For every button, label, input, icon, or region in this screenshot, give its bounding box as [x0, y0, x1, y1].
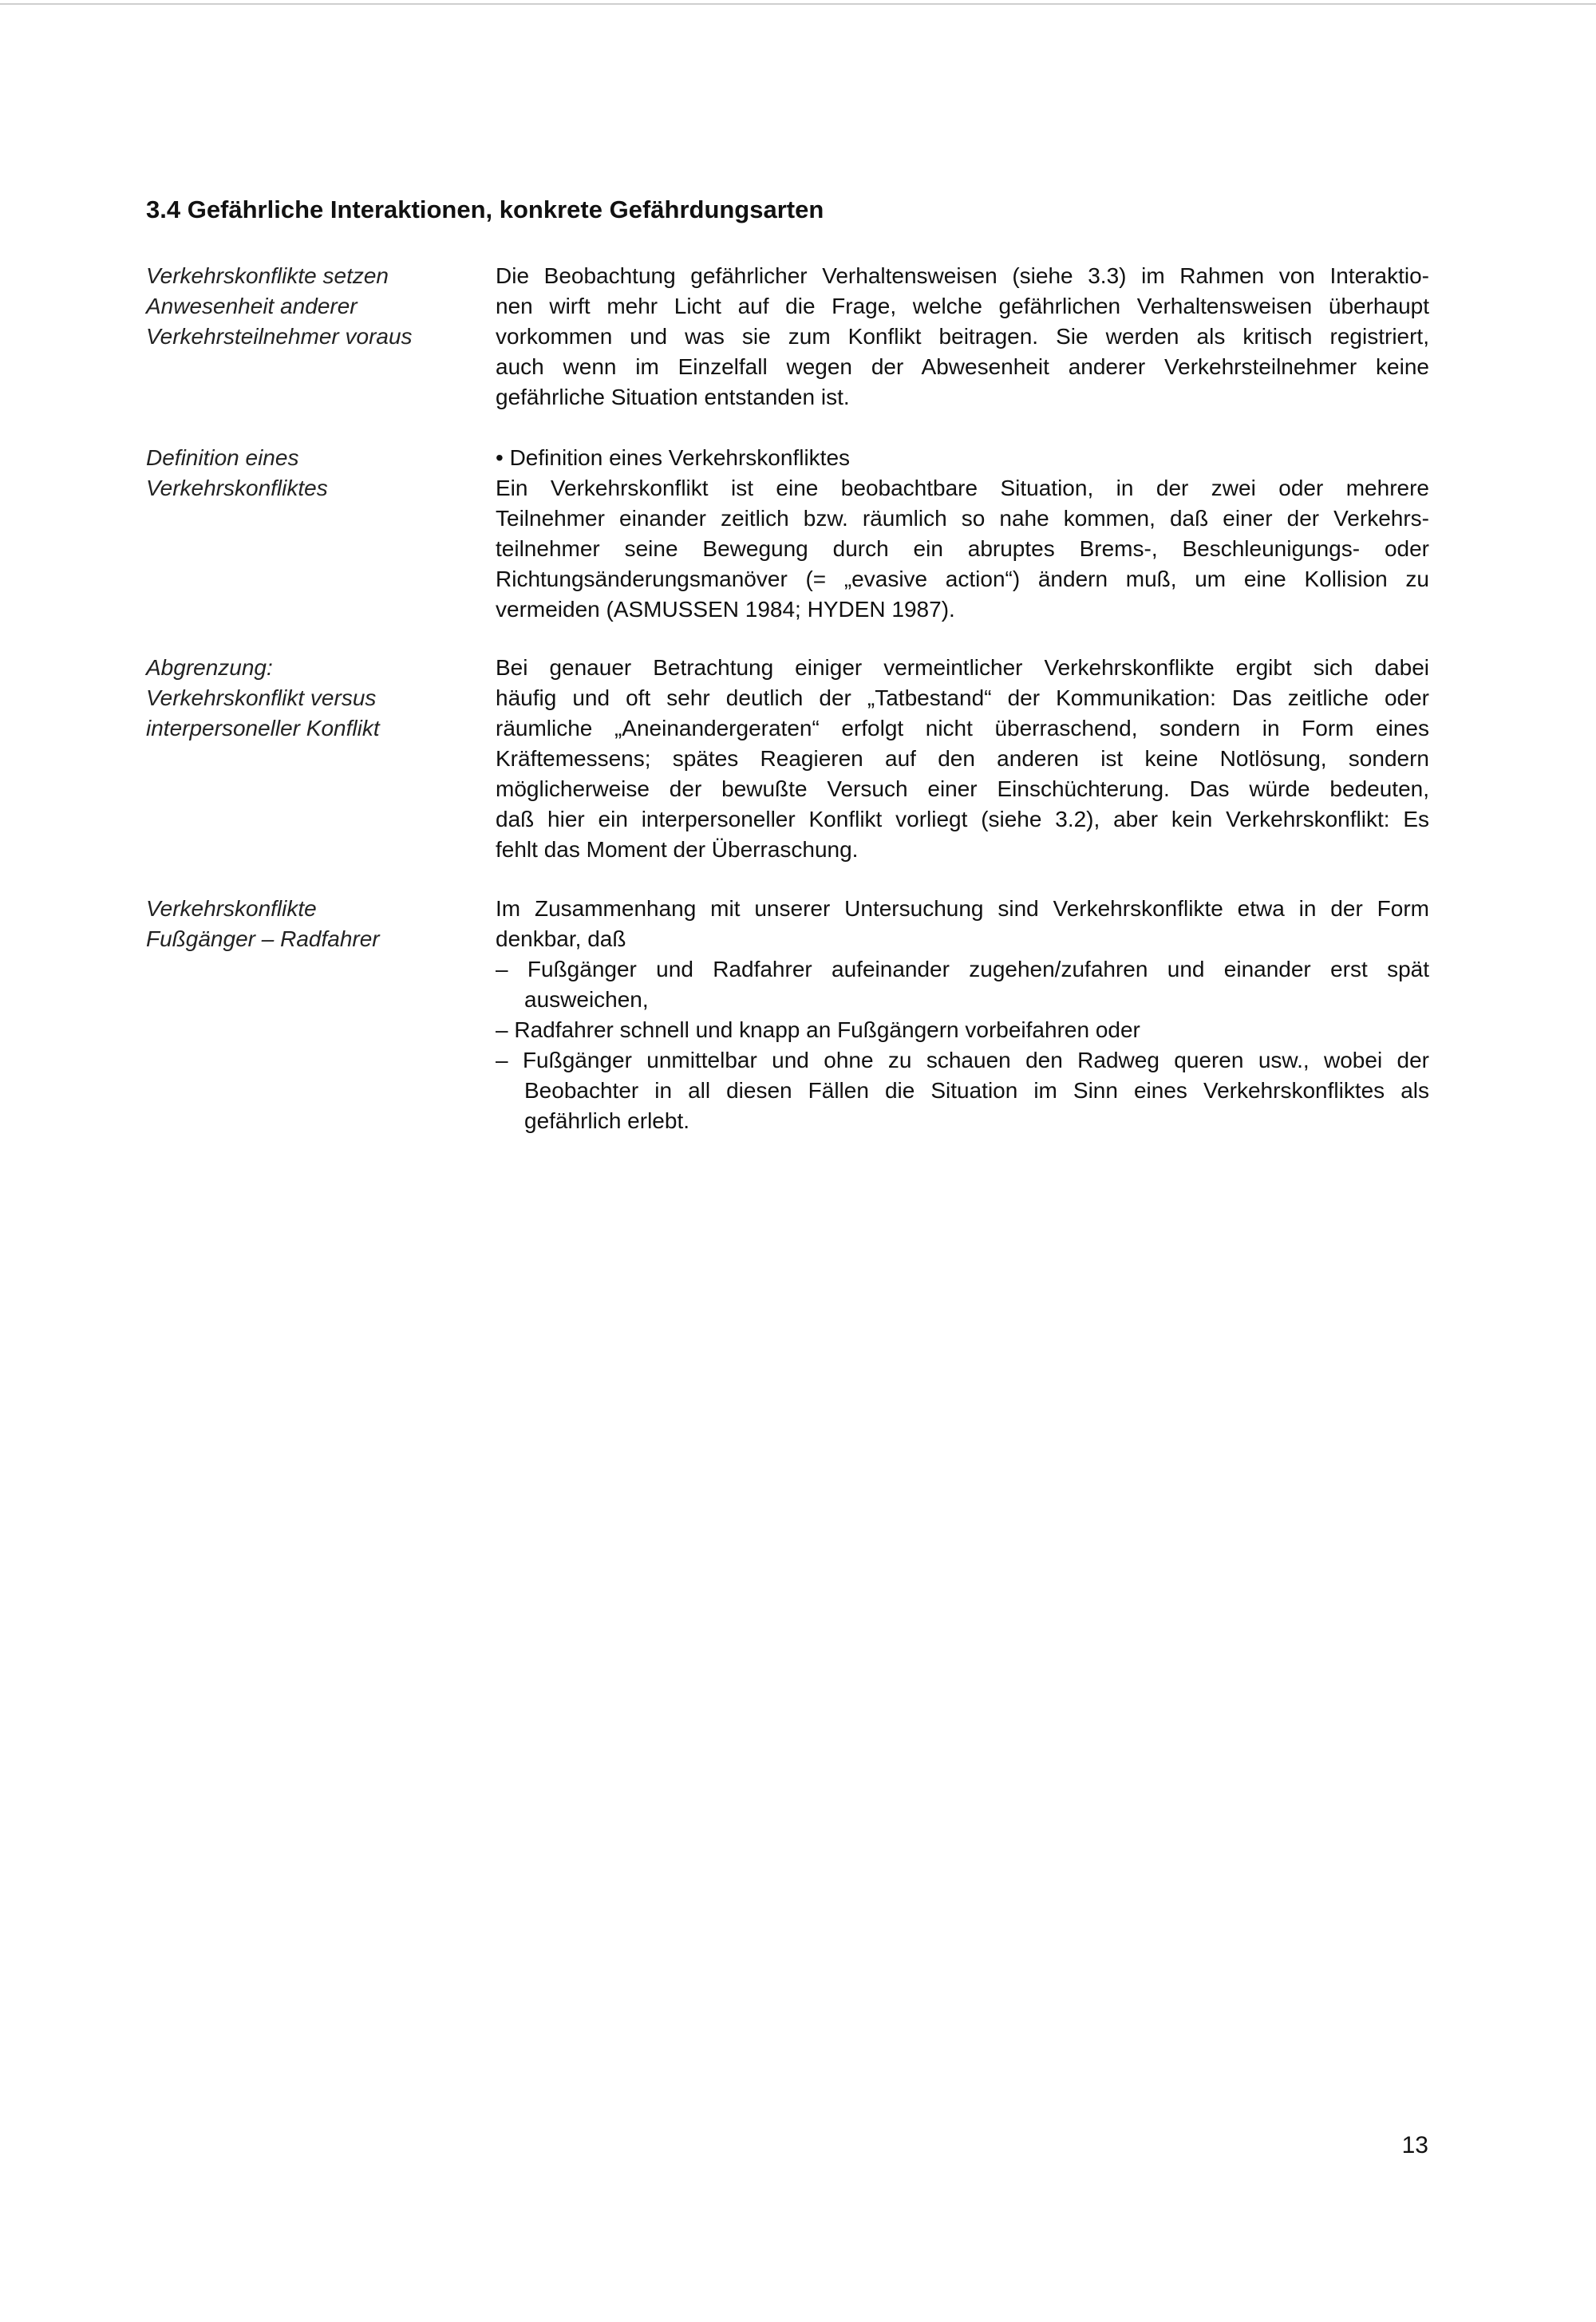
margin-note-line: Fußgänger – Radfahrer [146, 926, 380, 951]
dash-list-item: – Fußgänger unmittelbar und ohne zu schauen den Radweg queren usw., wobei der [496, 1048, 1429, 1072]
paragraph-line: Ein Verkehrskonflikt ist eine beobachtbare Situation, in der zwei oder mehrere [496, 476, 1429, 500]
dash-list-item: – Fußgänger und Radfahrer aufeinander zugehen/zufahren und einander erst spät [496, 957, 1429, 981]
paragraph-line: vermeiden (ASMUSSEN 1984; HYDEN 1987). [496, 597, 955, 622]
dash-list-item-continuation: gefährlich erlebt. [524, 1108, 690, 1133]
margin-note-line: Verkehrskonflikte setzen [146, 263, 389, 288]
paragraph-line: Im Zusammenhang mit unserer Untersuchung sind Verkehrskonflikte etwa in der Form [496, 896, 1429, 921]
margin-note-line: Verkehrskonflikte [146, 896, 317, 921]
paragraph-fussgaenger-radfahrer [496, 894, 1429, 1136]
margin-note-line: Verkehrsteilnehmer voraus [146, 324, 413, 349]
paragraph-line: auch wenn im Einzelfall wegen der Abwesenheit anderer Verkehrsteilnehmer keine [496, 354, 1429, 379]
paragraph-line: daß hier ein interpersoneller Konflikt vorliegt (siehe 3.2), aber kein Verkehrskonflikt: Es [496, 807, 1429, 831]
dash-list-item-continuation: Beobachter in all diesen Fällen die Situation im Sinn eines Verkehrskonfliktes als [524, 1078, 1429, 1103]
paragraph-line: Bei genauer Betrachtung einiger vermeintlicher Verkehrskonflikte ergibt sich dabei [496, 655, 1429, 680]
margin-note-line: Definition eines [146, 445, 299, 470]
paragraph-definition [496, 443, 1429, 625]
margin-note-line: interpersoneller Konflikt [146, 716, 380, 740]
margin-note-line: Verkehrskonflikt versus [146, 685, 377, 710]
margin-note-anwesenheit [146, 261, 465, 352]
paragraph-line: häufig und oft sehr deutlich der „Tatbestand“ der Kommunikation: Das zeitliche oder [496, 685, 1429, 710]
paragraph-line: fehlt das Moment der Überraschung. [496, 837, 859, 862]
paragraph-line: denkbar, daß [496, 926, 626, 951]
paragraph-beobachtung [496, 261, 1429, 413]
paragraph-line: möglicherweise der bewußte Versuch einer Einschüchterung. Das würde bedeuten, [496, 776, 1429, 801]
margin-note-definition [146, 443, 465, 503]
paragraph-line: Teilnehmer einander zeitlich bzw. räumlich so nahe kommen, daß einer der Verkehrs- [496, 506, 1429, 531]
paragraph-line: Kräftemessens; spätes Reagieren auf den anderen ist keine Notlösung, sondern [496, 746, 1429, 771]
margin-note-abgrenzung [146, 653, 465, 744]
margin-note-line: Anwesenheit anderer [146, 294, 358, 318]
paragraph-line: teilnehmer seine Bewegung durch ein abruptes Brems-, Beschleunigungs- oder [496, 536, 1429, 561]
page-number: 13 [1401, 2132, 1428, 2158]
bullet-heading: • Definition eines Verkehrskonfliktes [496, 445, 851, 470]
paragraph-line: nen wirft mehr Licht auf die Frage, welche gefährlichen Verhaltensweisen überhaupt [496, 294, 1429, 318]
margin-note-line: Abgrenzung: [146, 655, 273, 680]
paragraph-abgrenzung [496, 653, 1429, 865]
dash-list-item-continuation: ausweichen, [524, 987, 649, 1012]
margin-note-fussgaenger-radfahrer [146, 894, 465, 954]
paragraph-line: gefährliche Situation entstanden ist. [496, 385, 850, 409]
paragraph-line: räumliche „Aneinandergeraten“ erfolgt nicht überraschend, sondern in Form eines [496, 716, 1429, 740]
dash-list-item: – Radfahrer schnell und knapp an Fußgängern vorbeifahren oder [496, 1017, 1140, 1042]
paragraph-line: vorkommen und was sie zum Konflikt beitragen. Sie werden als kritisch registriert, [496, 324, 1429, 349]
margin-note-line: Verkehrskonfliktes [146, 476, 328, 500]
paragraph-line: Richtungsänderungsmanöver (= „evasive action“) ändern muß, um eine Kollision zu [496, 567, 1429, 591]
scan-top-edge [0, 3, 1596, 5]
section-heading: 3.4 Gefährliche Interaktionen, konkrete Gefährdungsarten [146, 195, 824, 223]
paragraph-line: Die Beobachtung gefährlicher Verhaltensweisen (siehe 3.3) im Rahmen von Interaktio- [496, 263, 1429, 288]
